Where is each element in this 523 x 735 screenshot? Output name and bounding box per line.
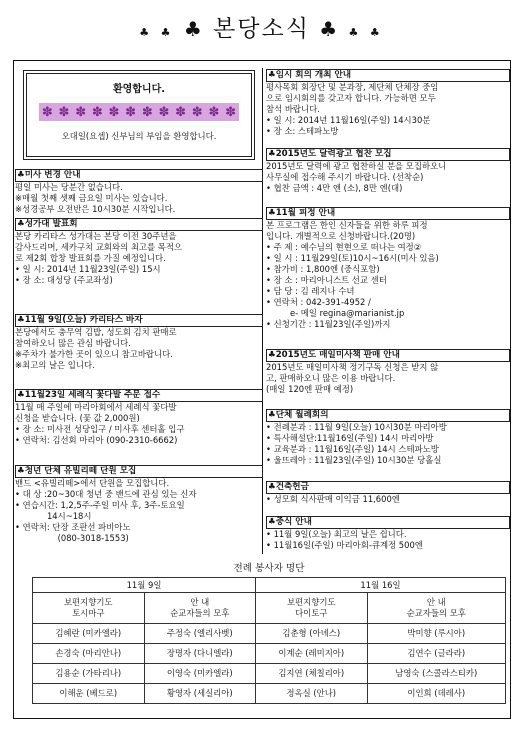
section-line: • 협찬 금액 : 4만 엔 (소), 8만 엔(대)	[266, 183, 403, 193]
section-youth-band	[15, 465, 263, 544]
flower-banner	[39, 103, 239, 121]
flower-icon: ✽	[91, 104, 103, 120]
section-line: ※최고의 날은 입니다.	[15, 360, 95, 370]
table-cell: 정옥실 (안나)	[256, 684, 368, 704]
section-heading: ♣중식 안내	[266, 516, 510, 529]
section-line: • 특사해설단:11월16일(주일) 14시 마리아방	[266, 433, 434, 443]
section-heading: ♣건축헌금	[266, 481, 510, 494]
column-header: 안 내 순교자들의 모후	[144, 593, 256, 624]
table-cell: 이해운 (베드로)	[33, 684, 145, 704]
flower-icon: ✽	[141, 104, 153, 120]
club-deco-left: ♣ ♣	[139, 26, 175, 39]
section-line: 밴드 <유빌리떼>에서 단원을 모집합니다.	[15, 478, 170, 488]
page-title	[0, 14, 523, 48]
flower-icon: ✽	[41, 104, 53, 120]
section-line: 2015년도 달력에 광고 협찬하실 분을 모집하오니	[266, 161, 447, 171]
table-cell: 주정숙 (엘리사벳)	[144, 624, 256, 644]
section-line: • 연락처 : 042-391-4952 /	[266, 297, 371, 307]
table-row	[33, 644, 506, 664]
section-heading: ♣11월 피정 안내	[266, 207, 510, 220]
section-line: • 연습시간: 1,2,5주-주일 미사 후, 3주-토요일	[15, 500, 185, 510]
section-line: 본 프로그램은 한인 신자들을 위한 하루 피정	[266, 220, 428, 230]
section-line: • 신청기간 : 11월23일(주일)까지	[266, 319, 391, 329]
servers-table	[32, 577, 506, 704]
section-line: • 성모회 식사판매 이익금 11,600엔	[266, 494, 400, 504]
table-row	[33, 684, 506, 704]
section-line: • 교육분과 : 11월16일(주일) 14시 스테파노방	[266, 444, 439, 454]
section-line: 사무실에 접수해 주시기 바랍니다. (선착순)	[266, 172, 424, 182]
section-line: • 일 시: 2014년 11월16일(주일) 14시30분	[266, 115, 431, 125]
section-line: • 일 시 : 11월29일(토)10시~16시(미사 있음)	[266, 253, 439, 263]
flower-icon: ✽	[191, 104, 203, 120]
section-line: 신청을 받습니다. (꽃 값 2,000원)	[15, 413, 140, 423]
section-flower-order	[15, 389, 263, 446]
section-line: • 장 소: 대성당 (주교좌성)	[15, 275, 113, 285]
section-heading: ♣11월23일 세례식 꽃다발 주문 접수	[15, 389, 263, 402]
welcome-box	[23, 70, 255, 160]
section-line: ※주차가 불가한 곳이 있으니 참고바랍니다.	[15, 349, 173, 359]
welcome-heading: 환영합니다.	[112, 84, 166, 95]
table-cell: 김춘형 (아녜스)	[256, 624, 368, 644]
section-line: • 11월 9일(오늘) 최고의 날은 쉽니다.	[266, 529, 407, 539]
table-cell: 김연수 (글라라)	[367, 644, 506, 664]
section-heading: ♣성가대 발표회	[15, 218, 263, 231]
section-line: 참여하오니 많은 관심 바랍니다.	[15, 338, 131, 348]
section-heading: ♣임시 회의 개최 안내	[266, 69, 510, 82]
section-line: • 대 상 :20~30대 청년 중 밴드에 관심 있는 신자	[15, 489, 197, 499]
section-line: • 참가비 : 1,800엔 (중식포함)	[266, 264, 380, 274]
section-lunch	[266, 516, 510, 551]
column-header: 보편지향기도 토시마구	[33, 593, 145, 624]
club-icon-right: ♣	[319, 17, 340, 41]
table-row	[33, 624, 506, 644]
section-line: • 장 소 : 마리아니스트 선교 센터	[266, 275, 387, 285]
section-line: ※성경공부 오전반은 10시30분 시작입니다.	[15, 204, 176, 214]
table-cell: 김용순 (가타리나)	[33, 664, 145, 684]
section-line: • 담 당 : 김 레지나 수녀	[266, 286, 355, 296]
flower-icon: ✽	[208, 104, 220, 120]
section-caritas-bazaar	[15, 314, 263, 371]
section-line: 11월 매 주일에 마리아회에서 세례식 꽃다발	[15, 402, 177, 412]
flower-icon: ✽	[175, 104, 187, 120]
table-cell: 손경숙 (마리안나)	[33, 644, 145, 664]
section-line: (080-3018-1553)	[15, 533, 129, 543]
section-mass-change	[15, 169, 263, 215]
section-line: 감사드리며, 세카구치 교회와의 최고를 목적으	[15, 242, 183, 252]
date-header: 11월 16일	[256, 578, 506, 593]
section-line: • 연락처: 단장 조판선 파비아노	[15, 522, 131, 532]
flower-icon: ✽	[58, 104, 70, 120]
section-line: • 주 제 : 예수님의 현현으로 떠나는 여정②	[266, 242, 422, 252]
section-building-fund	[266, 481, 510, 505]
column-header: 보편지향기도 다이토구	[256, 593, 368, 624]
servers-title: 전례 봉사자 명단	[233, 563, 305, 574]
section-line: (매일 120엔 판매 예정)	[266, 384, 354, 394]
section-line: • 장 소: 스테파노방	[266, 126, 339, 136]
table-cell: 장명자 (다니엘라)	[144, 644, 256, 664]
section-heading: ♣2015년도 매일미사책 판매 안내	[266, 349, 510, 362]
flower-icon: ✽	[225, 104, 236, 120]
section-line: 으로 임시회의를 갖고자 합니다. 가능하면 모두	[266, 93, 436, 103]
section-heading: ♣미사 변경 안내	[15, 169, 263, 182]
flower-icon: ✽	[108, 104, 120, 120]
section-line: • 11월16일(주일) 마리아회-큐계정 500엔	[266, 540, 423, 550]
table-row	[33, 664, 506, 684]
table-cell: 김혜란 (미카엘라)	[33, 624, 145, 644]
flower-icon: ✽	[125, 104, 137, 120]
section-line: • 장 소: 미사전 성당입구 / 미사후 센터홀 입구	[15, 424, 185, 434]
club-deco-right: ♣ ♣	[348, 26, 384, 39]
column-header: 안 내 순교자들의 모후	[367, 593, 506, 624]
flower-icon: ✽	[75, 104, 87, 120]
table-cell: 박미향 (루시아)	[367, 624, 506, 644]
section-line: 고, 판매하오니 많은 이용 바랍니다.	[266, 373, 396, 383]
section-line: 본당 카리타스 성가대는 본당 이전 30주년을	[15, 231, 177, 241]
table-cell: 김지연 (체칠리아)	[256, 664, 368, 684]
section-line: 14시~18시	[15, 511, 92, 521]
title-text: 본당소식	[213, 16, 310, 42]
section-line: 로 제2회 합창 발표회를 가질 예정입니다.	[15, 253, 166, 263]
section-line: 2015년도 매일미사책 정기구독 신청은 받지 않	[266, 362, 439, 372]
section-council-meeting	[266, 69, 510, 137]
section-heading: ♣청년 단체 유빌리떼 단원 모집	[15, 465, 263, 478]
section-line: 본당에서도 충무역 김밥, 성도회 김치 판매로	[15, 327, 177, 337]
servers-section	[32, 561, 506, 704]
section-line: ※매월 첫째 셋째 금요일 미사는 있습니다.	[15, 193, 168, 203]
section-line: 평사목회 회장단 및 분과장, 제단체 단체장 중임	[266, 82, 439, 92]
flower-icon: ✽	[158, 104, 170, 120]
section-line: 평일 미사는 당분간 없습니다.	[15, 182, 123, 192]
section-choir-concert	[15, 218, 263, 286]
section-line: • 연락처: 김선회 마리아 (090-2310-6662)	[15, 435, 178, 445]
section-line: 참석 바랍니다.	[266, 104, 320, 114]
section-monthly-meetings	[266, 409, 510, 466]
club-icon-left: ♣	[183, 17, 204, 41]
table-cell: 이계순 (레미지아)	[256, 644, 368, 664]
section-missal-sale	[266, 349, 510, 395]
section-heading: ♣단체 월례회의	[266, 409, 510, 422]
section-line: e- 메일 regina@marianist.jp	[266, 308, 405, 318]
welcome-text: 오대일(요셉) 신부님의 부임을 환영합니다.	[61, 131, 217, 141]
table-cell: 이인희 (데레사)	[367, 684, 506, 704]
table-cell: 남영숙 (스콜라스티카)	[367, 664, 506, 684]
section-calendar-ad	[266, 148, 510, 194]
section-heading: ♣2015년도 달력광고 협찬 모집	[266, 148, 510, 161]
section-line: • 전례분과 : 11월 9일(오늘) 10시30분 마리아방	[266, 422, 447, 432]
section-line: • 울뜨레아 : 11월23일(주일) 10시30분 당홀실	[266, 455, 442, 465]
section-heading: ♣11월 9일(오늘) 카리타스 바자	[15, 314, 263, 327]
section-line: 입니다. 개별적으로 신청바랍니다.(20명)	[266, 231, 416, 241]
date-header: 11월 9일	[33, 578, 256, 593]
table-cell: 황영자 (세실리아)	[144, 684, 256, 704]
table-cell: 이영숙 (미카엘라)	[144, 664, 256, 684]
section-line: • 일 시: 2014년 11월23일(주일) 15시	[15, 264, 161, 274]
section-retreat	[266, 207, 510, 330]
